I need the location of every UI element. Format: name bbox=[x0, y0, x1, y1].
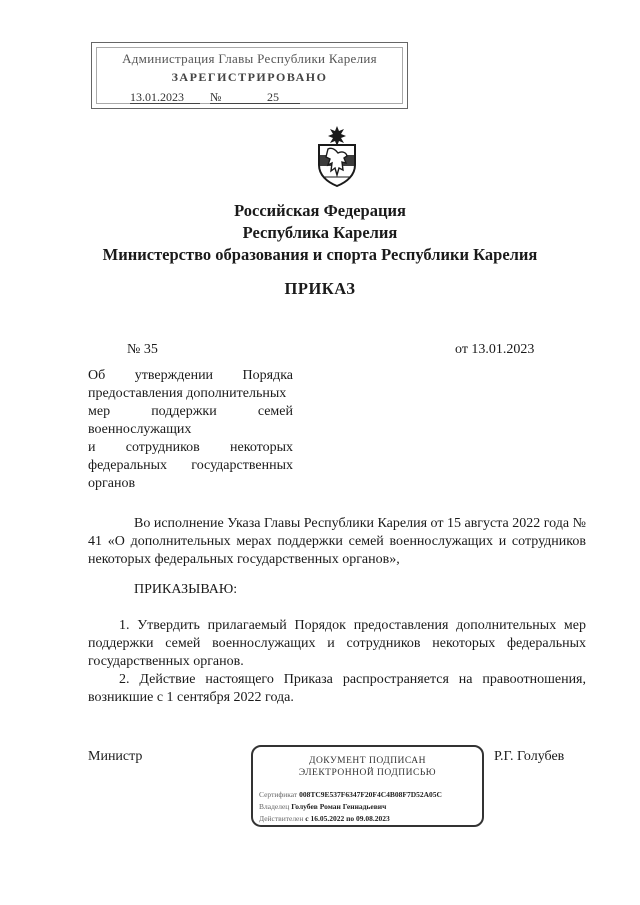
prikazyvayu-heading: ПРИКАЗЫВАЮ: bbox=[134, 582, 238, 597]
document-type-title: ПРИКАЗ bbox=[284, 279, 356, 298]
stamp-date-underline bbox=[130, 103, 200, 104]
order-item-2: 2. Действие настоящего Приказа распространяется на правоотношения, возникшие с 1 сентября 2022 года. bbox=[88, 672, 586, 705]
preamble-paragraph: Во исполнение Указа Главы Республики Карелия от 15 августа 2022 года № 41 «О дополнительных мерах поддержки семей военнослужащих и сотрудников некоторых федеральных государственных органов», bbox=[88, 516, 586, 567]
signer-position: Министр bbox=[88, 749, 143, 764]
header-republic: Республика Карелия bbox=[242, 223, 398, 242]
esig-title-line2: ЭЛЕКТРОННОЙ ПОДПИСЬЮ bbox=[298, 768, 437, 778]
stamp-number-underline bbox=[210, 103, 300, 104]
stamp-date: 13.01.2023 bbox=[130, 90, 184, 104]
electronic-signature-stamp bbox=[251, 745, 484, 827]
stamp-number: 25 bbox=[267, 90, 279, 104]
esig-validity bbox=[259, 814, 390, 823]
header-country: Российская Федерация bbox=[234, 201, 406, 220]
order-subject bbox=[88, 367, 293, 493]
stamp-registered: ЗАРЕГИСТРИРОВАНО bbox=[171, 70, 328, 84]
subject-line: военнослужащих bbox=[88, 422, 192, 437]
subject-line: мер поддержки семей bbox=[88, 404, 293, 419]
subject-line: органов bbox=[88, 476, 136, 491]
order-number: № 35 bbox=[127, 342, 158, 357]
signer-name: Р.Г. Голубев bbox=[494, 749, 565, 764]
subject-line: предоставления дополнительных bbox=[88, 386, 287, 401]
esig-certificate bbox=[259, 790, 442, 799]
order-item-1: 1. Утвердить прилагаемый Порядок предоставления дополнительных мер поддержки семей военнослужащих и сотрудников некоторых федеральных государственных органов. bbox=[88, 618, 586, 669]
esig-cert-label: Сертификат bbox=[259, 790, 298, 799]
header-ministry: Министерство образования и спорта Республики Карелия bbox=[102, 245, 538, 264]
stamp-number-label: № bbox=[210, 90, 222, 104]
esig-owner-label: Владелец bbox=[259, 802, 290, 811]
stamp-org: Администрация Главы Республики Карелия bbox=[122, 51, 377, 66]
esig-owner bbox=[259, 802, 386, 811]
subject-line: федеральных государственных bbox=[88, 458, 293, 473]
esig-cert-value: 008TC9E537F6347F20F4C4B08F7D52A05C bbox=[299, 790, 442, 799]
esig-valid-label: Действителен bbox=[259, 814, 304, 823]
esig-valid-value: с 16.05.2022 по 09.08.2023 bbox=[305, 814, 390, 823]
karelia-coat-of-arms-icon bbox=[314, 125, 360, 187]
esig-title-line1: ДОКУМЕНТ ПОДПИСАН bbox=[308, 756, 427, 766]
registration-stamp bbox=[91, 42, 408, 109]
subject-line: и сотрудников некоторых bbox=[88, 440, 293, 455]
subject-line: Об утверждении Порядка bbox=[88, 368, 293, 383]
esig-owner-value: Голубев Роман Геннадьевич bbox=[291, 802, 387, 811]
order-date: от 13.01.2023 bbox=[455, 342, 535, 357]
